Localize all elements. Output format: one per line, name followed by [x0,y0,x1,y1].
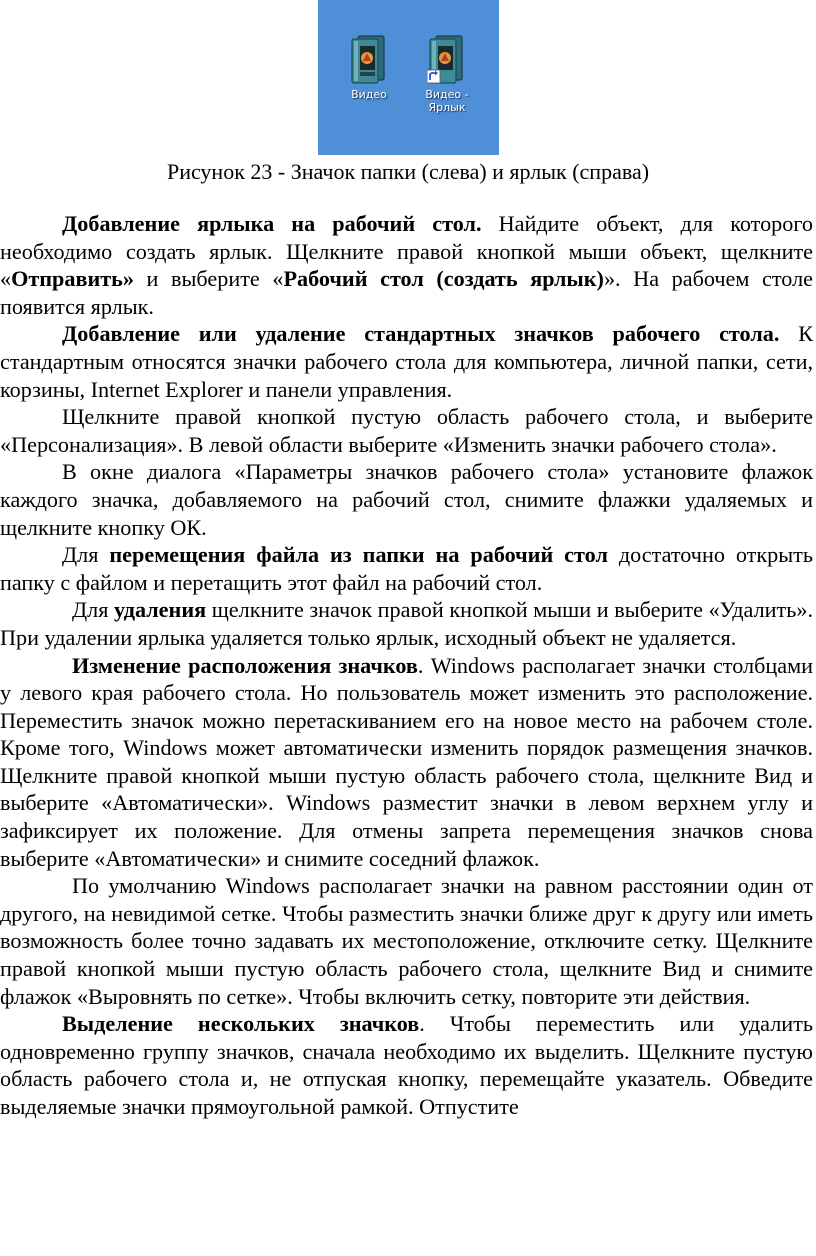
text-run: Для [62,542,110,568]
text-run: ». На рабочем столе появится ярлык. [0,266,813,319]
text-run: К стандартным относятся значки рабочего стола для компьютера, личной папки, сети, корзины, Internet Explorer и панели управления. [0,321,813,402]
bold-heading: Добавление ярлыка на рабочий стол. [62,211,482,236]
shortcut-desktop-icon[interactable] [412,34,482,114]
bold-term: Отправить» [11,266,134,292]
shortcut-label-line2: Ярлык [428,101,466,114]
paragraph-dialog: В окне диалога «Параметры значков рабочего стола» установите флажок каждого значка, добавляемого на рабочий стол, снимите флажки удаляемых и щелкните кнопку ОК. [0,459,813,540]
bold-term: удаления [114,597,207,623]
text-run: Найдите объект, для которого необходимо создать ярлык. Щелкните правой кнопкой мыши объект, щелкните « [0,211,813,292]
paragraph-grid: По умолчанию Windows располагает значки на равном расстоянии один от другого, на невидимой сетке. Чтобы разместить значки ближе друг к другу или иметь возможность более точно задавать их местоположение, отключите сетку. Щелкните правой кнопкой мыши пустую область рабочего стола, щелкните Вид и снимите флажок «Выровнять по сетке». Чтобы включить сетку, повторите эти действия. [0,873,813,1009]
text-run: Для [72,597,115,623]
bold-heading: Выделение нескольких значков [62,1011,420,1037]
paragraph-delete [0,596,813,651]
paragraph-personalization: Щелкните правой кнопкой пустую область рабочего стола, и выберите «Персонализация». В левой области выберите «Изменить значки рабочего стола». [0,404,813,457]
document-body [0,210,813,1121]
video-shortcut-icon [427,34,467,86]
text-run: щелкните значок правой кнопкой мыши и выберите «Удалить». При удалении ярлыка удаляется только ярлык, исходный объект не удаляется. [0,597,813,650]
paragraph-add-shortcut [0,210,813,320]
bold-term: Рабочий стол (создать ярлык) [283,266,604,292]
bold-term: перемещения файла из папки на рабочий стол [109,542,608,568]
folder-desktop-icon[interactable] [334,34,404,101]
text-run: достаточно открыть папку с файлом и перетащить этот файл на рабочий стол. [0,542,813,595]
text-run: . Windows располагает значки столбцами у левого края рабочего стола. Но пользователь может изменить это расположение. Переместить значок можно перетаскиванием его на новое место на рабочем столе. Кроме того, Windows может автоматически изменить порядок размещения значков. Щелкните правой кнопкой мыши пустую область рабочего стола, щелкните Вид и выберите «Автоматически». Windows разместит значки в левом верхнем углу и зафиксирует их положение. Для отмены запрета перемещения значков снова выберите «Автоматически» и снимите соседний флажок. [0,652,813,871]
paragraph-select-multiple [0,1010,813,1120]
shortcut-label-line1: Видео - [425,88,469,101]
video-folder-icon [349,34,389,86]
bold-heading: Изменение расположения значков [72,652,418,678]
desktop-screenshot-figure [318,0,499,155]
text-run: . Чтобы переместить или удалить одновременно группу значков, сначала необходимо их выделить. Щелкните пустую область рабочего стола и, не отпуская кнопку, перемещайте указатель. Обведите выделяемые значки прямоугольной рамкой. Отпустите [0,1011,813,1119]
bold-heading: Добавление или удаление стандартных значков рабочего стола. [62,321,780,347]
paragraph-move-file [0,541,813,596]
folder-label: Видео [351,88,387,101]
paragraph-arrange-icons [0,652,813,873]
paragraph-standard-icons [0,320,813,403]
text-run: и выберите « [133,266,284,292]
figure-caption: Рисунок 23 - Значок папки (слева) и ярлык (справа) [166,159,650,184]
